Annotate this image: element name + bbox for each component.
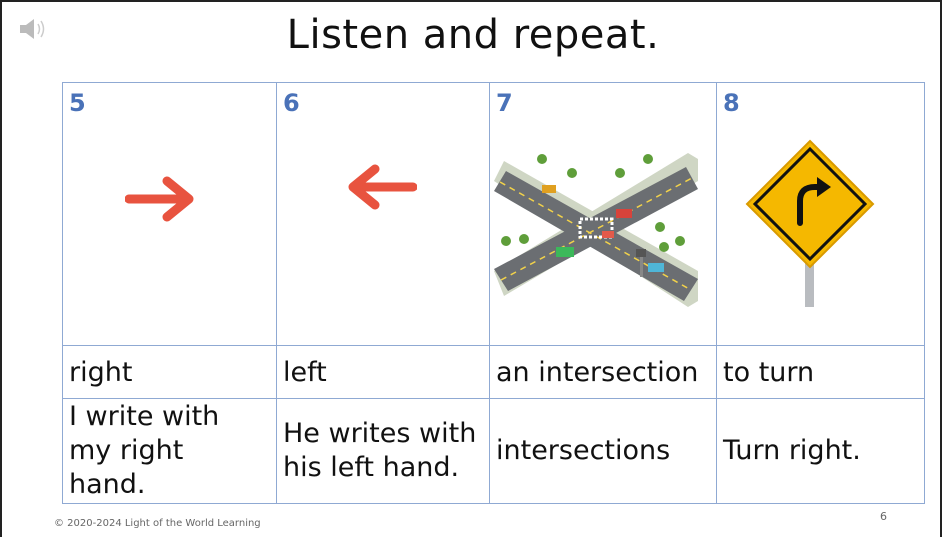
card-5-word: right <box>63 346 277 399</box>
intersection-illustration <box>494 151 698 307</box>
card-8-image-cell <box>717 83 925 346</box>
right-arrow-icon <box>125 175 197 223</box>
sentence-line: hand. <box>69 469 146 500</box>
sentence-line: He writes with <box>283 418 477 449</box>
card-7-word: an intersection <box>490 346 717 399</box>
card-number: 7 <box>496 89 513 117</box>
card-7-sentence <box>490 399 717 504</box>
turn-sign-icon <box>745 139 875 309</box>
card-number: 6 <box>283 89 300 117</box>
card-6-image-cell <box>277 83 490 346</box>
card-5-sentence <box>63 399 277 504</box>
page-number: 6 <box>880 510 887 523</box>
word-row <box>63 346 925 399</box>
sentence-line: my right <box>69 435 184 466</box>
card-5-image-cell <box>63 83 277 346</box>
sentence-line: Turn right. <box>723 435 861 466</box>
card-number: 8 <box>723 89 740 117</box>
sentence-row <box>63 399 925 504</box>
vocabulary-table <box>62 82 925 504</box>
image-row <box>63 83 925 346</box>
card-8-sentence <box>717 399 925 504</box>
card-7-image-cell <box>490 83 717 346</box>
card-6-word: left <box>277 346 490 399</box>
page-title: Listen and repeat. <box>286 12 660 58</box>
sentence-line: I write with <box>69 401 220 432</box>
left-arrow-icon <box>345 163 417 211</box>
sentence-line: his left hand. <box>283 452 460 483</box>
card-8-word: to turn <box>717 346 925 399</box>
card-6-sentence <box>277 399 490 504</box>
card-number: 5 <box>69 89 86 117</box>
copyright-footer: © 2020-2024 Light of the World Learning <box>54 518 261 529</box>
sentence-line: intersections <box>496 435 671 466</box>
